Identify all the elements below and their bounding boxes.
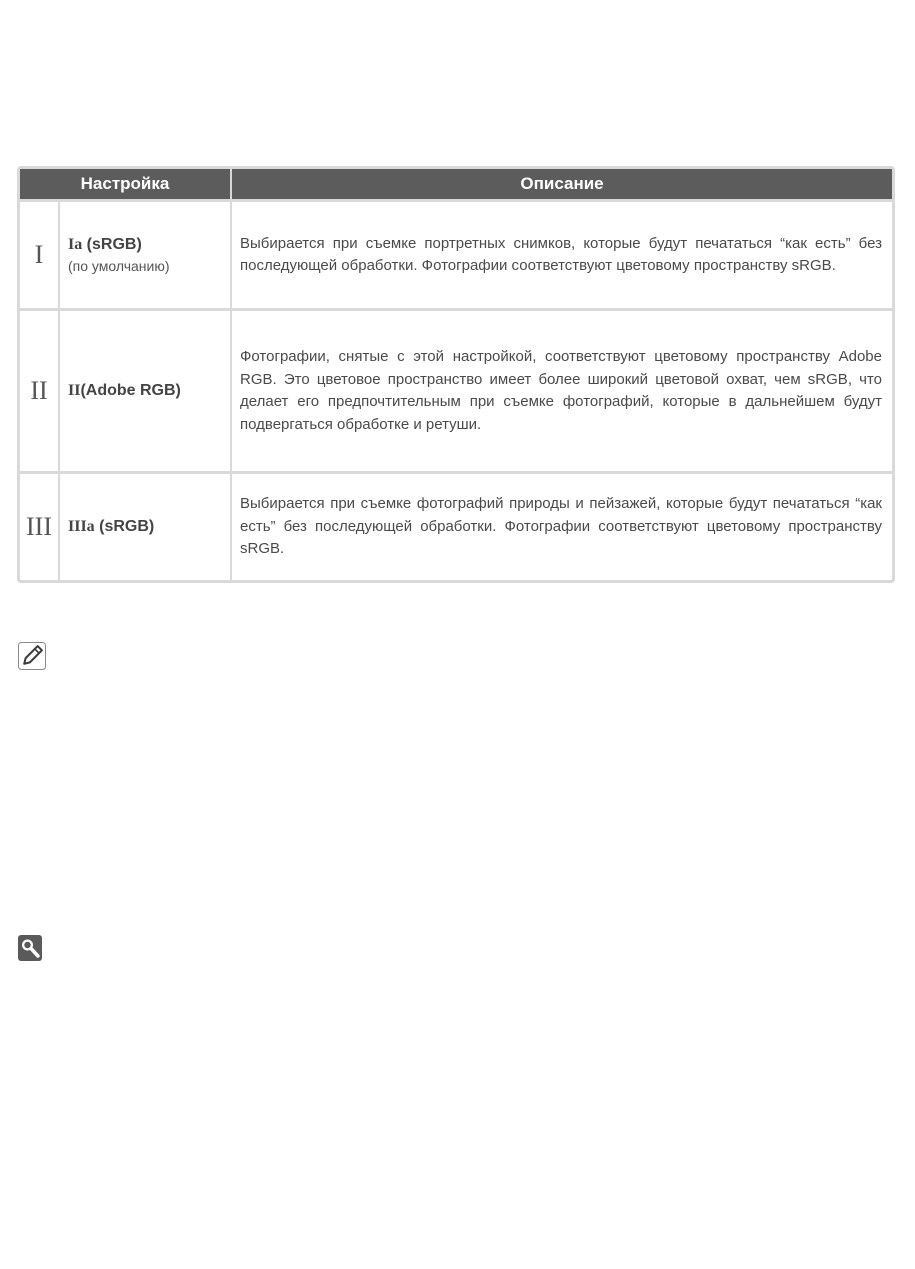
row-setting bbox=[60, 308, 232, 471]
setting-name bbox=[68, 380, 226, 402]
row-symbol: I bbox=[20, 199, 60, 308]
setting-prefix: II bbox=[68, 382, 81, 399]
row-description: Выбирается при съемке портретных снимков, которые будут печататься “как есть” без последующей обработки. Фотографии соответствуют цветовому пространству sRGB. bbox=[232, 199, 892, 308]
row-symbol: II bbox=[20, 308, 60, 471]
table-row bbox=[20, 199, 892, 308]
row-symbol: III bbox=[20, 471, 60, 580]
setting-label: (sRGB) bbox=[82, 236, 142, 253]
row-setting bbox=[60, 199, 232, 308]
setting-label: (Adobe RGB) bbox=[80, 382, 181, 399]
table-header-row bbox=[20, 169, 892, 199]
setting-name bbox=[68, 234, 226, 256]
header-description: Описание bbox=[232, 169, 892, 199]
row-description: Выбирается при съемке фотографий природы и пейзажей, которые будут печататься “как есть” без последующей обработки. Фотографии соответствуют цветовому пространству sRGB. bbox=[232, 471, 892, 580]
setting-name bbox=[68, 516, 226, 538]
table-row bbox=[20, 471, 892, 580]
table-row bbox=[20, 308, 892, 471]
setting-prefix: Ia bbox=[68, 236, 83, 253]
color-space-settings-table bbox=[17, 166, 895, 583]
magnifier-tip-icon bbox=[18, 935, 42, 961]
header-setting: Настройка bbox=[20, 169, 232, 199]
setting-prefix: IIIa bbox=[68, 518, 95, 535]
row-description: Фотографии, снятые с этой настройкой, соответствуют цветовому пространству Adobe RGB. Это цветовое пространство имеет более широкий цветовой охват, чем sRGB, что делает его предпочтительным при съемке фотографий, которые в дальнейшем будут подвергаться обработке и ретуши. bbox=[232, 308, 892, 471]
row-setting bbox=[60, 471, 232, 580]
setting-label: (sRGB) bbox=[94, 518, 155, 535]
pencil-note-icon bbox=[18, 642, 46, 670]
setting-default-note: (по умолчанию) bbox=[68, 258, 170, 274]
